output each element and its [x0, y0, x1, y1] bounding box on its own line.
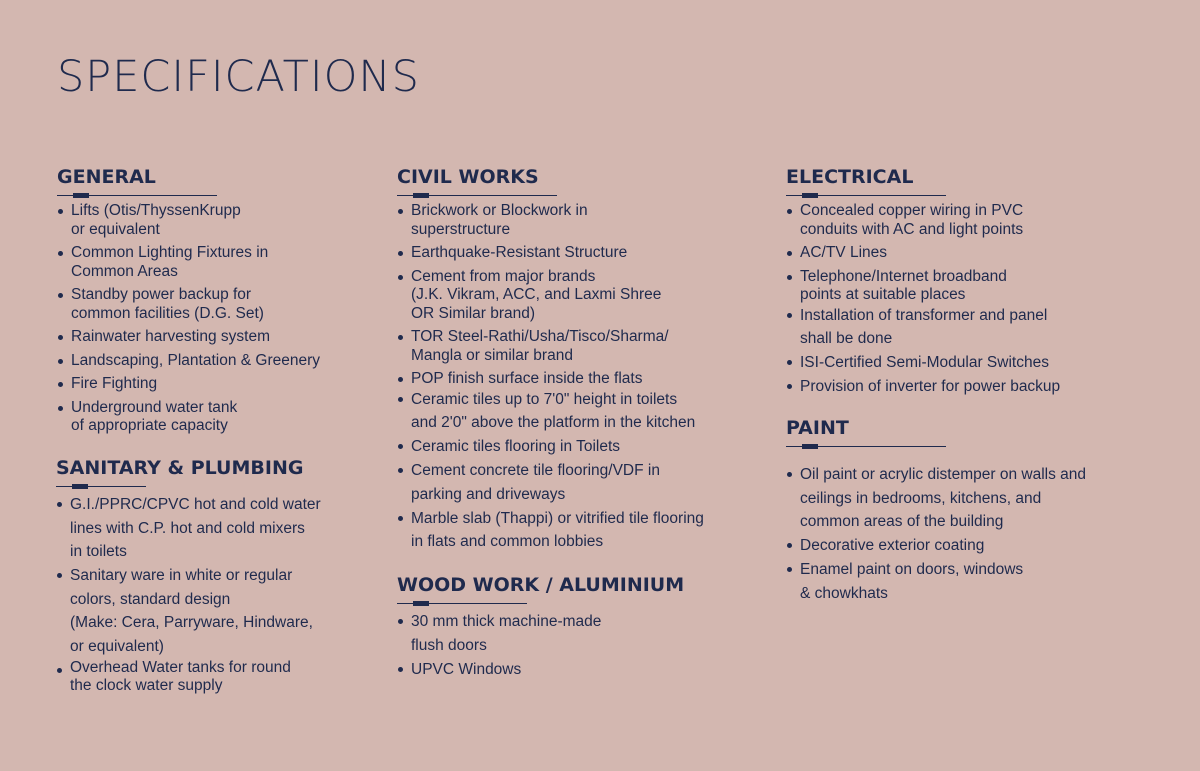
section-electrical — [786, 168, 1166, 399]
section-civil — [397, 168, 767, 554]
list-item: Installation of transformer and panel shall be done — [786, 304, 1166, 351]
list-item: Decorative exterior coating — [786, 534, 1166, 558]
list-electrical-b — [786, 304, 1166, 399]
list-item: Marble slab (Thappi) or vitrified tile flooring in flats and common lobbies — [397, 507, 767, 554]
list-item: Oil paint or acrylic distemper on walls and ceilings in bedrooms, kitchens, and common areas of the building — [786, 463, 1166, 534]
heading-underline — [397, 192, 557, 198]
page-title: SPECIFICATIONS — [57, 52, 420, 102]
list-item: Sanitary ware in white or regular colors, standard design (Make: Cera, Parryware, Hindware, or equivalent) — [56, 564, 376, 658]
list-item: Cement concrete tile flooring/VDF in parking and driveways — [397, 459, 767, 506]
section-heading-civil: CIVIL WORKS — [397, 166, 539, 188]
list-item: Ceramic tiles up to 7'0" height in toilets and 2'0" above the platform in the kitchen — [397, 388, 767, 435]
list-item: Earthquake-Resistant Structure — [397, 244, 767, 263]
list-item: AC/TV Lines — [786, 244, 1166, 263]
section-heading-woodwork: WOOD WORK / ALUMINIUM — [397, 574, 685, 596]
section-heading-electrical: ELECTRICAL — [786, 166, 914, 188]
list-item: Overhead Water tanks for round the clock water supply — [56, 659, 376, 696]
list-item: Brickwork or Blockwork in superstructure — [397, 202, 767, 239]
list-item: Fire Fighting — [57, 375, 377, 394]
list-item: TOR Steel-Rathi/Usha/Tisco/Sharma/ Mangla or similar brand — [397, 328, 767, 365]
section-general — [57, 168, 377, 441]
heading-underline — [786, 443, 946, 449]
section-heading-general: GENERAL — [57, 166, 156, 188]
list-item: 30 mm thick machine-made flush doors — [397, 610, 737, 657]
list-paint — [786, 463, 1166, 605]
heading-underline — [397, 600, 527, 606]
section-heading-sanitary: SANITARY & PLUMBING — [56, 457, 304, 479]
list-civil-b — [397, 388, 767, 554]
section-heading-paint: PAINT — [786, 417, 849, 439]
list-item: G.I./PPRC/CPVC hot and cold water lines with C.P. hot and cold mixers in toilets — [56, 493, 376, 564]
list-item: UPVC Windows — [397, 658, 737, 682]
section-paint — [786, 419, 1166, 606]
list-electrical-a — [786, 202, 1166, 305]
list-item: Landscaping, Plantation & Greenery — [57, 352, 377, 371]
heading-underline — [57, 192, 217, 198]
list-item: POP finish surface inside the flats — [397, 370, 767, 389]
list-item: Lifts (Otis/ThyssenKrupp or equivalent — [57, 202, 377, 239]
list-civil-a — [397, 202, 767, 389]
heading-underline — [786, 192, 946, 198]
list-item: Common Lighting Fixtures in Common Areas — [57, 244, 377, 281]
heading-underline — [56, 483, 146, 489]
section-woodwork — [397, 576, 737, 682]
list-item: Enamel paint on doors, windows & chowkhats — [786, 558, 1166, 605]
list-woodwork — [397, 610, 737, 681]
list-item: Provision of inverter for power backup — [786, 375, 1166, 399]
list-item: Ceramic tiles flooring in Toilets — [397, 435, 767, 459]
list-item: Telephone/Internet broadband points at suitable places — [786, 268, 1166, 305]
section-sanitary — [56, 459, 376, 696]
list-item: Rainwater harvesting system — [57, 328, 377, 347]
list-item: ISI-Certified Semi-Modular Switches — [786, 351, 1166, 375]
list-item: Underground water tank of appropriate capacity — [57, 399, 377, 436]
list-item: Concealed copper wiring in PVC conduits with AC and light points — [786, 202, 1166, 239]
list-item: Standby power backup for common facilities (D.G. Set) — [57, 286, 377, 323]
list-sanitary — [56, 493, 376, 696]
list-item: Cement from major brands (J.K. Vikram, ACC, and Laxmi Shree OR Similar brand) — [397, 268, 767, 324]
list-general — [57, 202, 377, 436]
